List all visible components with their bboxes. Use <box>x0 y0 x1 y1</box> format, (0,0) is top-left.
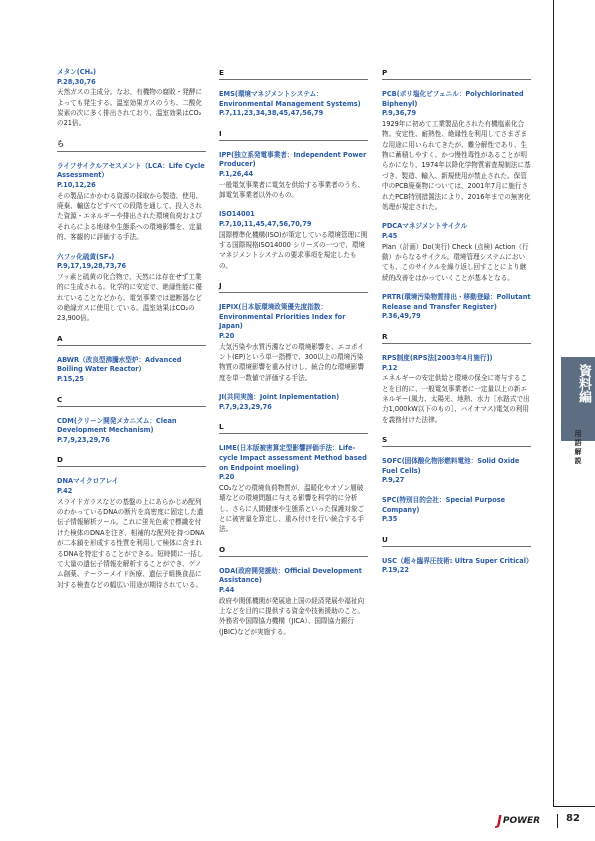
page-references: P.9,27 <box>382 476 405 485</box>
company-logo <box>497 813 540 829</box>
footer-rule <box>553 806 595 807</box>
glossary-entry <box>219 393 368 412</box>
section-heading: U <box>382 535 531 547</box>
glossary-term: ABWR（改良型沸騰水型炉：Advanced Boiling Water Reactor） <box>57 355 182 374</box>
glossary-term: ライフサイクルアセスメント（LCA：Life Cycle Assessment） <box>57 161 205 180</box>
glossary-description: エネルギーの安定供給と環境の保全に寄与することを目的に、一般電気事業者に一定量以上の新エネルギー(風力、太陽光、地熱、水力［水路式で出力1,000kW以下のもの］、バイオマス)電気の利用を義務付けた法律。 <box>382 374 530 424</box>
glossary-description: 国際標準化機構(ISO)が策定している環境管理に関する国際規格ISO14000 シリーズの一つで、環境マネジメントシステムの要求事項を規定したもの。 <box>219 230 368 270</box>
section-heading: ら <box>57 139 206 152</box>
page-references: P.1,26,44 <box>219 169 254 178</box>
page-number: 82 <box>566 813 580 824</box>
page-references: P.42 <box>57 487 73 495</box>
page-references: P.36,49,79 <box>382 312 421 321</box>
page-references: P.9,36,79 <box>382 109 417 118</box>
glossary-description: その製品にかかわる資源の採取から製造、使用、廃棄、輸送などすべての段階を通して、投入された資源・エネルギーや排出された環境負荷およびそれらによる地球や生態系への環境影響を、定量的、客観的に評価する手法。 <box>57 191 203 242</box>
glossary-description: Plan（計画）Do(実行) Check (点検) Action（行動）からなるサイクル。環境管理システムにおいても、このサイクルを繰り返し回すことにより継続的改善をはかっていくことが基本となる。 <box>382 242 529 282</box>
glossary-term: PDCAマネジメントサイクル <box>382 222 468 231</box>
glossary-term: USC（超々臨界圧技術: Ultra Super Critical） <box>382 556 533 565</box>
glossary-term: PRTR(環境汚染物質排出・移動登録：Pollutant Release and Transfer Register) <box>382 293 531 311</box>
glossary-column-1 <box>57 68 206 600</box>
glossary-entry <box>382 496 531 525</box>
glossary-entry <box>219 90 368 119</box>
glossary-entry <box>57 68 206 129</box>
section-heading: O <box>219 545 368 557</box>
glossary-entry <box>382 222 531 283</box>
page-references: P.44 <box>219 585 235 594</box>
glossary-entry <box>57 162 206 243</box>
glossary-term: RPS制度(RPS法[2003年4月施行]) <box>382 354 493 363</box>
glossary-term: ISO14001 <box>219 210 255 219</box>
glossary-term: IPP(独立系発電事業者：Independent Power Producer) <box>219 150 367 169</box>
page-references: P.20 <box>219 473 235 482</box>
section-heading: J <box>219 281 368 293</box>
section-heading: P <box>382 68 531 80</box>
page-references: P.10,12,26 <box>57 181 96 189</box>
section-heading: E <box>219 68 368 80</box>
glossary-entry <box>219 303 368 383</box>
glossary-entry <box>57 417 206 446</box>
page-references: P.20 <box>219 331 235 340</box>
footer-divider <box>557 814 558 828</box>
glossary-term: SPC(特別目的会社：Special Purpose Company) <box>382 496 506 514</box>
page-references: P.7,9,23,29,76 <box>219 402 272 411</box>
glossary-entry <box>57 253 206 324</box>
page-references: P.7,11,23,34,38,45,47,56,79 <box>219 109 324 118</box>
glossary-entry <box>382 557 531 576</box>
glossary-description: 天然ガスの主成分。なお、有機物の腐敗・発酵によっても発生する。温室効果ガスのうち、二酸化炭素の次に多く排出されており、温室効果はCO₂の21倍。 <box>57 88 203 128</box>
section-heading: S <box>382 435 531 447</box>
glossary-entry <box>382 457 531 486</box>
glossary-entry <box>382 90 531 212</box>
glossary-description: スライドガラスなどの基盤の上にあらかじめ配列のわかっているDNAの断片を高密度に固定した遺伝子情報解析ツール。これに蛍光色素で標識を付けた検体のDNAを注ぎ、相補的な配列を持つDNAが二本鎖を形成する性質を利用して検体に含まれるDNAを特定することができる。短時間に一括して大量の遺伝子情報を解析することができ、ゲノム創薬、テーラーメイド医療、遺伝子組換食品に対する検査などの幅広い用途が期待されている。 <box>57 497 205 589</box>
glossary-term: JI(共同実施：Joint Inplementation) <box>219 393 340 402</box>
page-references: P.7,10,11,45,47,56,70,79 <box>219 219 312 228</box>
page-references: P.7,9,23,29,76 <box>57 435 110 444</box>
page-references: P.12 <box>382 363 398 372</box>
section-heading: A <box>57 334 206 346</box>
section-heading: D <box>57 455 206 467</box>
page-references: P.15,25 <box>57 375 84 384</box>
glossary-description: CO₂などの環境負荷物質が、温暖化やオゾン層破壊などの環境問題に与える影響を科学的に分析し、さらに人間健康や生態系といった保護対象ごとに被害量を算定し、重み付けを行い統合する手法。 <box>219 483 365 534</box>
page-references: P.35 <box>382 515 398 524</box>
glossary-term: CDM(クリーン開発メカニズム：Clean Development Mechanism) <box>57 416 177 435</box>
glossary-term: LIME(日本版被害算定型影響評価手法：Life-cycle Impact assessment Method based on Endpoint moeling) <box>219 444 367 472</box>
glossary-term: SOFC(固体酸化物形燃料電池：Solid Oxide Fuel Cells) <box>382 457 520 475</box>
glossary-entry <box>219 444 368 534</box>
logo-text: POWER <box>502 816 541 826</box>
glossary-entry <box>219 151 368 201</box>
glossary-description: 政府や関係機関が発展途上国の経済発展や福祉向上などを目的に提供する資金や技術援助のこと。外務省や国際協力機構（JICA）、国際協力銀行(JBIC)などが実施する。 <box>219 596 365 636</box>
page-references: P.28,30,76 <box>57 77 96 86</box>
glossary-entry <box>219 567 368 637</box>
logo-mark: J <box>497 813 502 829</box>
glossary-term: ODA(政府開発援助：Official Development Assistance) <box>219 566 362 585</box>
glossary-description: フッ素と硫黄の化合物で、天然には存在せず工業的に生成される。化学的に安定で、絶縁性能に優れていることなどから、電気事業では遮断器などの絶縁ガスに使用している。温室効果はCO₂の23,900倍。 <box>57 272 203 323</box>
glossary-term: PCB(ポリ塩化ビフェニル：Polychlorinated Biphenyl) <box>382 90 524 108</box>
section-heading: R <box>382 332 531 344</box>
page-references: P.45 <box>382 232 398 241</box>
section-heading: I <box>219 129 368 141</box>
section-tab <box>561 357 595 441</box>
section-heading: L <box>219 422 368 434</box>
glossary-entry <box>219 210 368 271</box>
glossary-entry <box>57 477 206 590</box>
page-references: P.19,22 <box>382 566 409 575</box>
glossary-term: メタン(CH₄) <box>57 68 97 76</box>
glossary-description: 1929年に初めて工業製品化された有機塩素化合物。安定性、耐熱性、絶縁性を利用してさまざまな用途に用いられてきたが、難分解性であり、生物に蓄積しやすく、かつ慢性毒性があることが明らかになり、1974年以降化学物質審査規制法に基づき、製造、輸入、新規使用が禁止された。保管中のPCB廃棄物については、2001年7月に施行されたPCB特別措置法により、2016年までの無害化処理が規定された。 <box>382 119 531 212</box>
section-tab-label: 資料編 <box>576 364 591 403</box>
glossary-description: 一般電気事業者に電気を供給する事業者のうち、卸電気事業者以外のもの。 <box>219 180 365 199</box>
glossary-entry <box>382 354 531 425</box>
glossary-term: 六フッ化硫黄(SF₆) <box>57 252 115 261</box>
glossary-entry <box>57 356 206 385</box>
glossary-term: DNAマイクロアレイ <box>57 477 119 486</box>
glossary-column-2 <box>219 68 368 647</box>
section-heading: C <box>57 395 206 407</box>
glossary-description: 大気汚染や水質汚濁などの環境影響を、エコポイント(EP)という単一指標で、300以上の環境汚染物質の環境影響を重み付けし、統合的な環境影響度を単一数値で評価する手法。 <box>219 342 365 382</box>
glossary-term: EMS(環境マネジメントシステム：Environmental Management Systems) <box>219 90 361 108</box>
glossary-term: JEPIX(日本版環境政策優先度指数：Environmental Priorities Index for Japan) <box>219 303 346 331</box>
glossary-entry <box>382 293 531 322</box>
page-references: P.9,17,19,28,73,76 <box>57 262 127 271</box>
section-sub-label: 用語解説 <box>574 430 582 466</box>
glossary-column-3 <box>382 68 531 586</box>
